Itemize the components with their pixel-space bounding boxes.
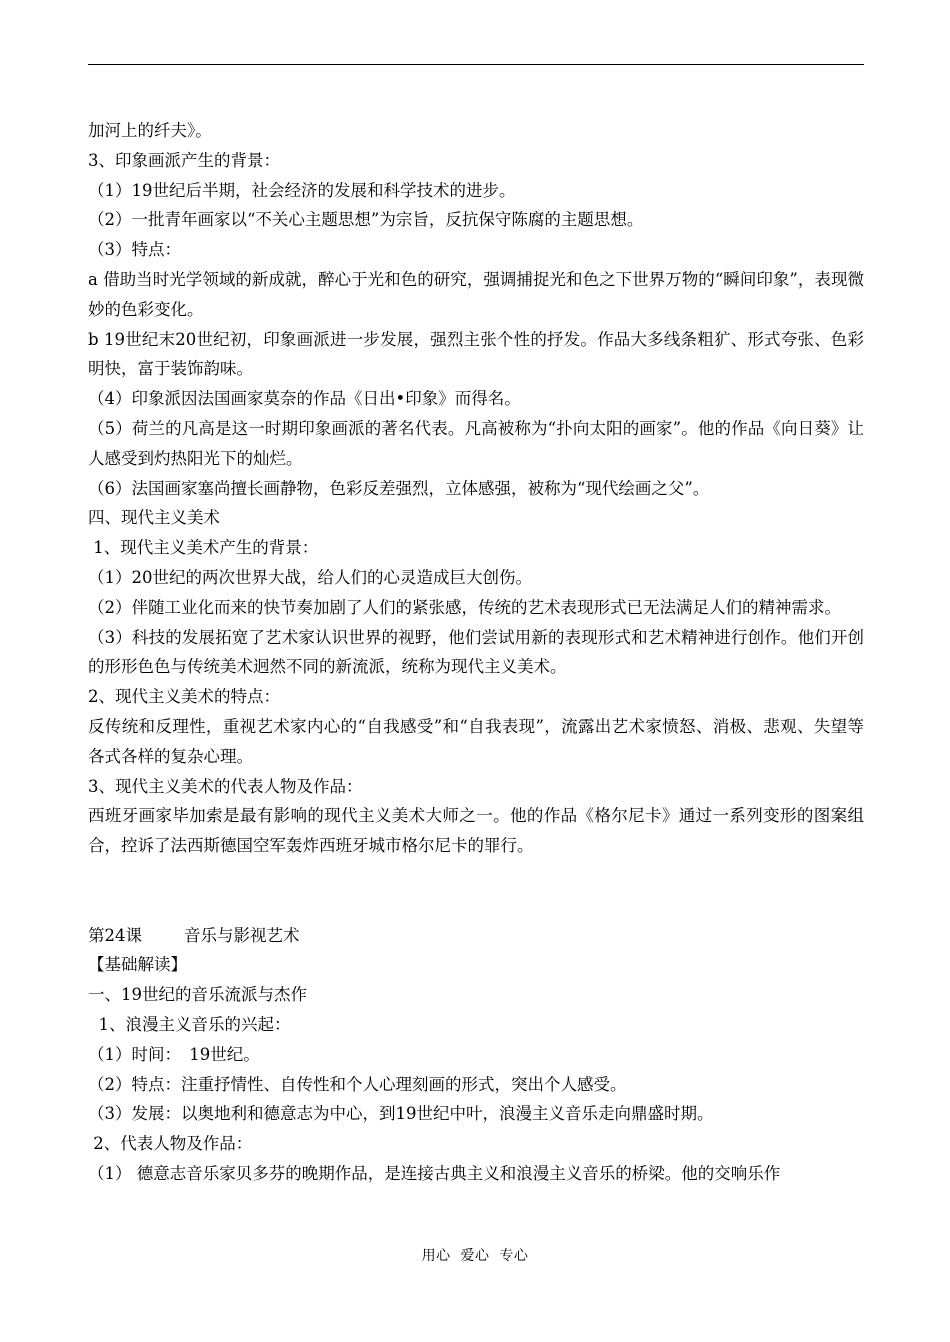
- lesson-name: 音乐与影视艺术: [184, 925, 300, 945]
- paragraph: （3）科技的发展拓宽了艺术家认识世界的视野，他们尝试用新的表现形式和艺术精神进行创作。他们开创的形形色色与传统美术迥然不同的新流派，统称为现代主义美术。: [88, 627, 864, 677]
- text-line: （1）时间： 19世纪。: [88, 1044, 260, 1064]
- text-line: 加河上的纤夫》。: [88, 121, 212, 140]
- text-line: （4）印象派因法国画家莫奈的作品《日出•印象》而得名。: [88, 389, 521, 409]
- text-line: （6）法国画家塞尚擅长画静物，色彩反差强烈，立体感强，被称为“现代绘画之父”。: [88, 478, 710, 498]
- text-line: （2）一批青年画家以“不关心主题思想”为宗旨，反抗保守陈腐的主题思想。: [88, 210, 644, 230]
- section-heading: 1、现代主义美术产生的背景：: [88, 538, 319, 558]
- text-line: （1）20世纪的两次世界大战，给人们的心灵造成巨大创伤。: [88, 567, 532, 587]
- paragraph: 西班牙画家毕加索是最有影响的现代主义美术大师之一。他的作品《格尔尼卡》通过一系列变形的图案组合，控诉了法西斯德国空军轰炸西班牙城市格尔尼卡的罪行。: [88, 806, 864, 856]
- paragraph: a 借助当时光学领域的新成就，醉心于光和色的研究，强调捕捉光和色之下世界万物的“瞬间印象”，表现微妙的色彩变化。: [88, 269, 864, 319]
- text-line: （3）特点：: [88, 240, 181, 260]
- document-body: [88, 116, 864, 1189]
- paragraph: （2）伴随工业化而来的快节奏加剧了人们的紧张感，传统的艺术表现形式已无法满足人们的精神需求。: [88, 597, 841, 617]
- paragraph: 反传统和反理性，重视艺术家内心的“自我感受”和“自我表现”，流露出艺术家愤怒、消极、悲观、失望等各式各样的复杂心理。: [88, 716, 864, 766]
- lesson-number: 第24课: [88, 925, 142, 945]
- paragraph: b 19世纪末20世纪初，印象画派进一步发展，强烈主张个性的抒发。作品大多线条粗犷、形式夸张、色彩明快，富于装饰韵味。: [88, 329, 864, 379]
- section-heading: 2、代表人物及作品：: [88, 1134, 253, 1154]
- text-line: （3）发展：以奥地利和德意志为中心，到19世纪中叶，浪漫主义音乐走向鼎盛时期。: [88, 1104, 714, 1124]
- section-heading: 一、19世纪的音乐流派与杰作: [88, 985, 307, 1005]
- paragraph: （5）荷兰的凡高是这一时期印象画派的著名代表。凡高被称为“扑向太阳的画家”。他的作品《向日葵》让人感受到灼热阳光下的灿烂。: [88, 418, 864, 468]
- section-heading: 1、浪漫主义音乐的兴起：: [88, 1014, 291, 1034]
- section-heading: 3、印象画派产生的背景：: [88, 150, 280, 170]
- section-heading: 2、现代主义美术的特点：: [88, 687, 280, 707]
- section-heading: 3、现代主义美术的代表人物及作品：: [88, 776, 363, 796]
- blank-space: [88, 861, 864, 921]
- section-heading: 四、现代主义美术: [88, 508, 220, 528]
- section-heading: 【基础解读】: [88, 955, 187, 975]
- text-line: （2）特点：注重抒情性、自传性和个人心理刻画的形式，突出个人感受。: [88, 1074, 627, 1094]
- page-footer: 用心 爱心 专心: [421, 1248, 529, 1264]
- header-rule: [88, 64, 864, 65]
- lesson-title: [88, 921, 864, 951]
- text-line: （1） 德意志音乐家贝多芬的晚期作品，是连接古典主义和浪漫主义音乐的桥梁。他的交响乐作: [88, 1163, 781, 1183]
- text-line: （1）19世纪后半期，社会经济的发展和科学技术的进步。: [88, 180, 516, 200]
